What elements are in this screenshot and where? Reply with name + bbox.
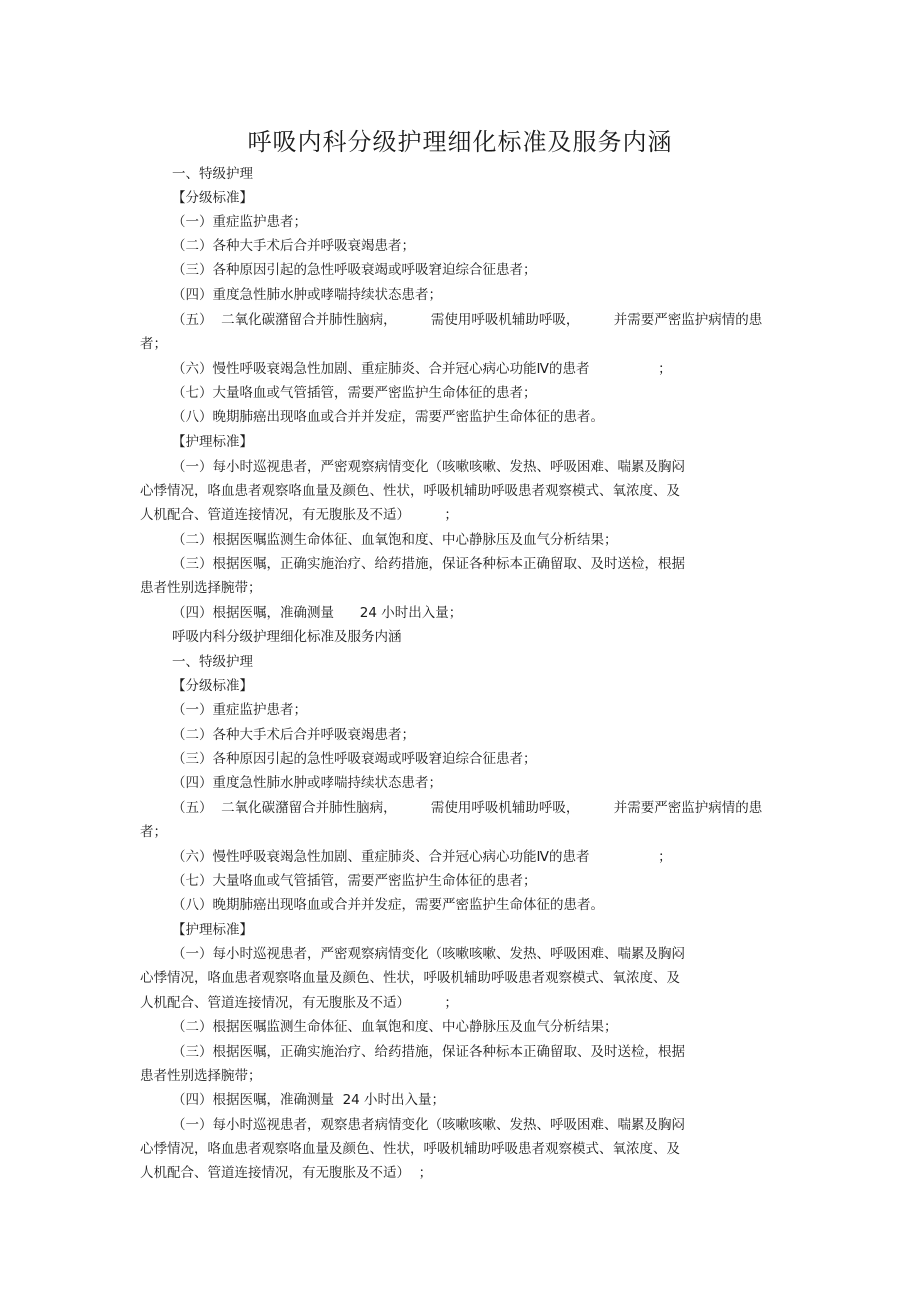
text-line: 患者性别选择腕带； (140, 580, 262, 596)
text-line: （七）大量咯血或气管插管，需要严密监护生命体征的患者； (172, 385, 537, 401)
section-heading: 一、特级护理 (172, 166, 253, 182)
subsection-heading: 【护理标准】 (172, 922, 253, 938)
text-line: （二）根据医嘱监测生命体征、血氧饱和度、中心静脉压及血气分析结果； (172, 1019, 618, 1035)
subsection-heading: 【分级标准】 (172, 678, 253, 694)
text-line: （一）重症监护患者； (172, 214, 307, 230)
text-line: （二）各种大手术后合并呼吸衰竭患者； (172, 727, 415, 743)
document-title: 呼吸内科分级护理细化标准及服务内涵 (247, 128, 673, 156)
text-line: （二）根据医嘱监测生命体征、血氧饱和度、中心静脉压及血气分析结果； (172, 532, 618, 548)
subsection-heading: 【护理标准】 (172, 434, 253, 450)
subsection-heading: 【分级标准】 (172, 190, 253, 206)
text-line: （八）晚期肺癌出现咯血或合并并发症，需要严密监护生命体征的患者。 (172, 897, 604, 913)
text-line: （三）根据医嘱，正确实施治疗、给药措施，保证各种标本正确留取、及时送检，根据 (172, 556, 685, 572)
text-line: 患者性别选择腕带； (140, 1068, 262, 1084)
text-line: （七）大量咯血或气管插管，需要严密监护生命体征的患者； (172, 873, 537, 889)
text-line: （一）每小时巡视患者，严密观察病情变化（咳嗽咳嗽、发热、呼吸困难、喘累及胸闷 (172, 459, 685, 475)
text-line: （四）重度急性肺水肿或哮喘持续状态患者； (172, 287, 442, 303)
text-line: 人机配合、管道连接情况，有无腹胀及不适） ； (140, 507, 458, 523)
repeated-title: 呼吸内科分级护理细化标准及服务内涵 (172, 629, 402, 645)
text-line: （四）根据医嘱，准确测量 24 小时出入量； (172, 605, 463, 621)
text-line: 心悸情况，咯血患者观察咯血量及颜色、性状，呼吸机辅助呼吸患者观察模式、氧浓度、及 (140, 483, 680, 499)
text-line: （三）各种原因引起的急性呼吸衰竭或呼吸窘迫综合征患者； (172, 262, 537, 278)
text-line: （一）重症监护患者； (172, 702, 307, 718)
text-line: 者； (140, 336, 167, 352)
text-line: 人机配合、管道连接情况，有无腹胀及不适） ； (140, 995, 458, 1011)
text-line: （三）根据医嘱，正确实施治疗、给药措施，保证各种标本正确留取、及时送检，根据 (172, 1044, 685, 1060)
text-line: （四）重度急性肺水肿或哮喘持续状态患者； (172, 775, 442, 791)
text-line: 者； (140, 824, 167, 840)
text-line: （四）根据医嘱，准确测量 24 小时出入量； (172, 1092, 446, 1108)
section-heading: 一、特级护理 (172, 654, 253, 670)
text-line: （三）各种原因引起的急性呼吸衰竭或呼吸窘迫综合征患者； (172, 751, 537, 767)
text-line: （八）晚期肺癌出现咯血或合并并发症，需要严密监护生命体征的患者。 (172, 409, 604, 425)
text-line: （五） 二氧化碳潴留合并肺性脑病， 需使用呼吸机辅助呼吸， 并需要严密监护病情的患 (172, 312, 763, 328)
text-line: 心悸情况，咯血患者观察咯血量及颜色、性状，呼吸机辅助呼吸患者观察模式、氧浓度、及 (140, 970, 680, 986)
text-line: 心悸情况，咯血患者观察咯血量及颜色、性状，呼吸机辅助呼吸患者观察模式、氧浓度、及 (140, 1141, 680, 1157)
text-line: （一）每小时巡视患者，严密观察病情变化（咳嗽咳嗽、发热、呼吸困难、喘累及胸闷 (172, 946, 685, 962)
text-line: （六）慢性呼吸衰竭急性加剧、重症肺炎、合并冠心病心功能Ⅳ的患者 ； (172, 849, 672, 865)
text-line: （二）各种大手术后合并呼吸衰竭患者； (172, 238, 415, 254)
text-line: （六）慢性呼吸衰竭急性加剧、重症肺炎、合并冠心病心功能Ⅳ的患者 ； (172, 361, 672, 377)
text-line: （五） 二氧化碳潴留合并肺性脑病， 需使用呼吸机辅助呼吸， 并需要严密监护病情的患 (172, 800, 763, 816)
text-line: 人机配合、管道连接情况，有无腹胀及不适） ； (140, 1165, 433, 1181)
text-line: （一）每小时巡视患者，观察患者病情变化（咳嗽咳嗽、发热、呼吸困难、喘累及胸闷 (172, 1117, 685, 1133)
